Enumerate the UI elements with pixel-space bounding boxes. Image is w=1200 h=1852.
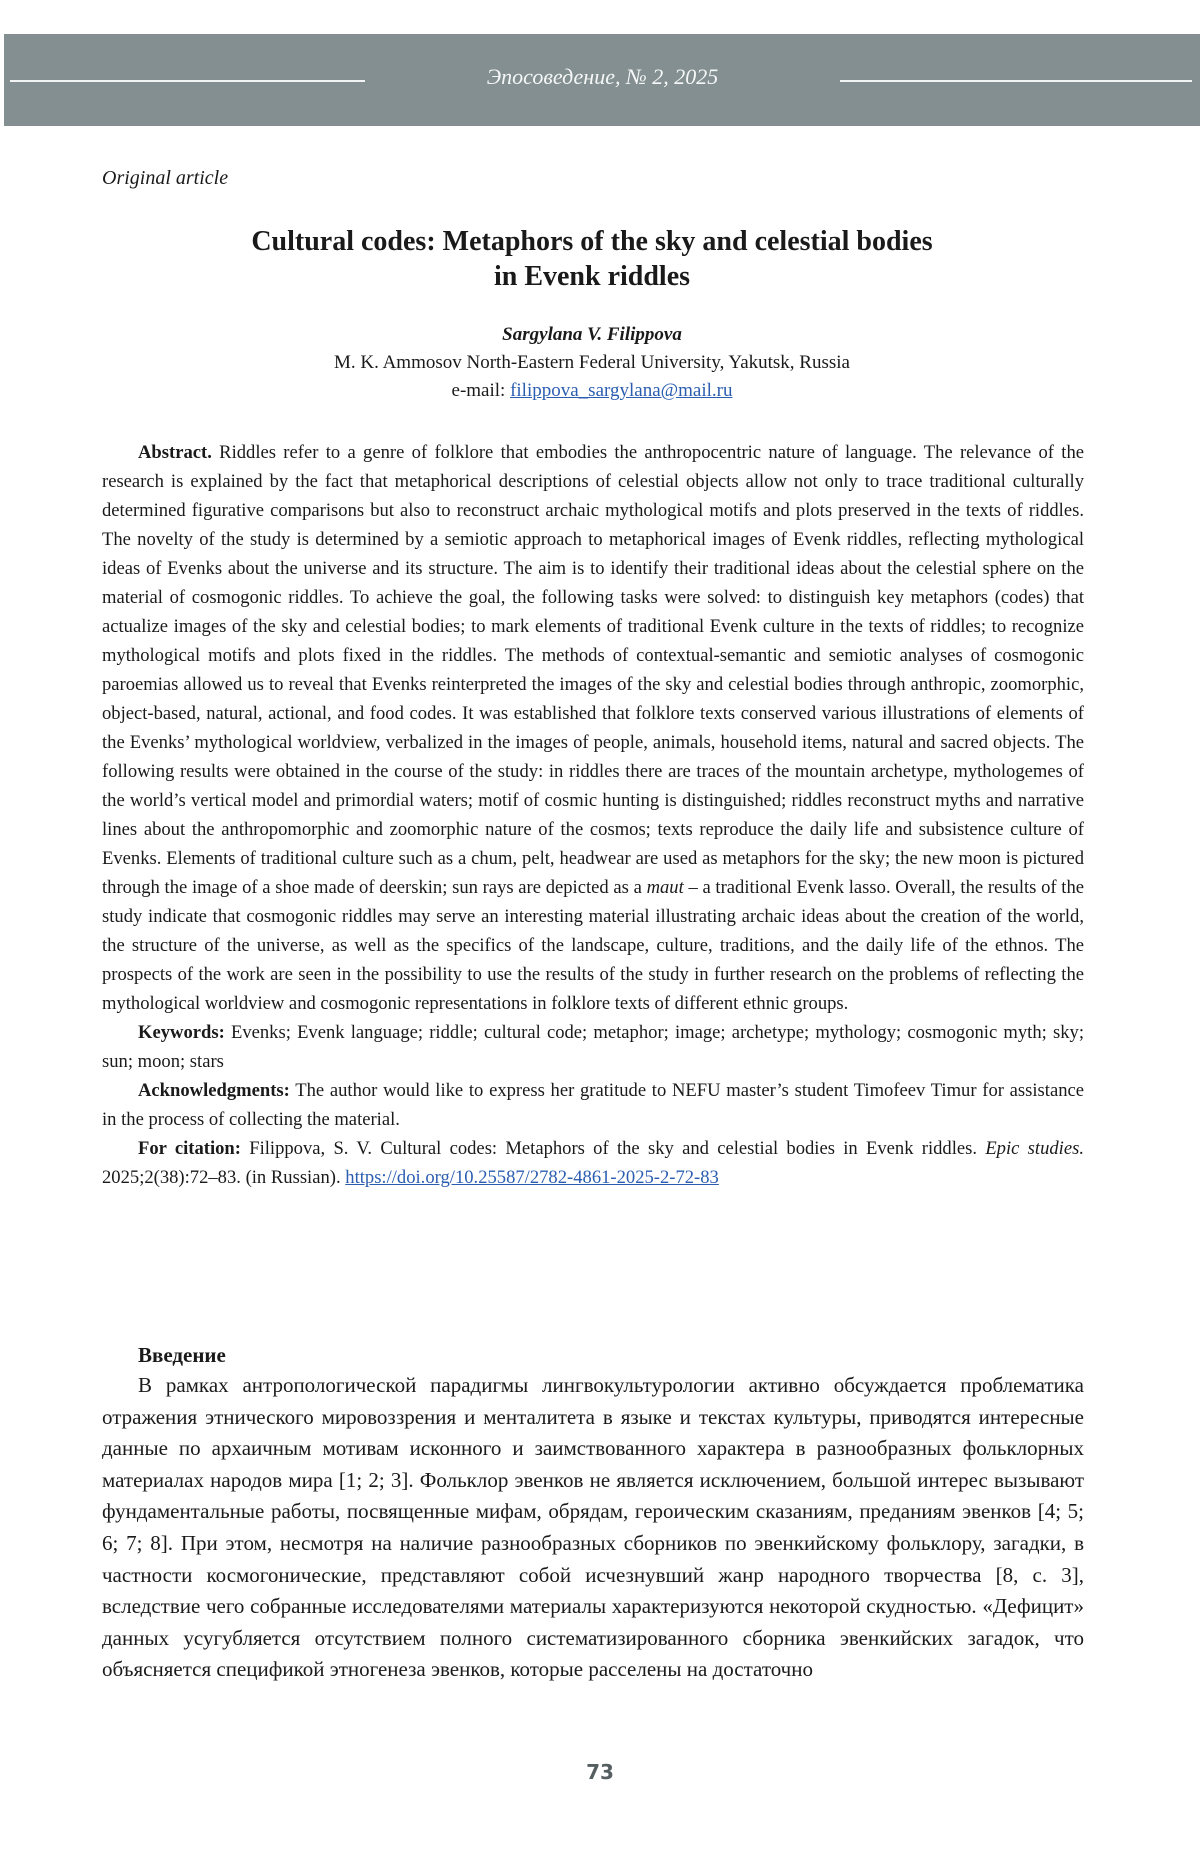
header-rule-right	[840, 80, 1192, 82]
article-title	[102, 224, 1082, 294]
keywords-text: Evenks; Evenk language; riddle; cultural code; metaphor; image; archetype; mythology; cosmogonic myth; sky; sun; moon; stars	[102, 1022, 1084, 1072]
author-affiliation: M. K. Ammosov North-Eastern Federal University, Yakutsk, Russia	[334, 352, 850, 373]
intro-heading: Введение	[138, 1343, 226, 1367]
abstract-section	[102, 438, 1084, 1192]
abstract-term-maut: maut	[646, 877, 684, 898]
acknowledgments-label: Acknowledgments:	[138, 1080, 290, 1101]
citation-label: For citation:	[138, 1138, 241, 1159]
doi-link[interactable]: https://doi.org/10.25587/2782-4861-2025-2-72-83	[345, 1167, 719, 1188]
author-email-line	[102, 380, 1082, 402]
keywords-paragraph	[102, 1018, 1084, 1076]
article-type: Original article	[102, 167, 229, 189]
abstract-paragraph	[102, 438, 1084, 1018]
header-rule-left	[10, 80, 365, 82]
article-title-line-1: Cultural codes: Metaphors of the sky and celestial bodies	[251, 226, 933, 257]
abstract-text-part-2: – a traditional Evenk lasso. Overall, the results of the study indicate that cosmogonic riddles may serve an interesting material illustrating archaic ideas about the creation of the world, the structure of the universe, as well as the specifics of the landscape, culture, traditions, and the daily life of the ethnos. The prospects of the work are seen in the possibility to use the results of the study in further research on the problems of reflecting the mythological worldview and cosmogonic representations in folklore texts of different ethnic groups.	[102, 877, 1085, 1014]
abstract-label: Abstract.	[138, 442, 212, 463]
citation-text: Filippova, S. V. Cultural codes: Metaphors of the sky and celestial bodies in Evenk riddles.	[249, 1138, 978, 1159]
keywords-label: Keywords:	[138, 1022, 225, 1043]
author-name: Sargylana V. Filippova	[502, 324, 682, 345]
intro-paragraph: В рамках антропологической парадигмы лингвокультурологии активно обсуждается проблематика отражения этнического мировоззрения и менталитета в языке и текстах культуры, приводятся интересные данные по архаичным мотивам исконного и заимствованного характера в разнообразных фольклорных материалах народов мира [1; 2; 3]. Фольклор эвенков не является исключением, большой интерес вызывают фундаментальные работы, посвященные мифам, обрядам, героическим сказаниям, преданиям эвенков [4; 5; 6; 7; 8]. При этом, несмотря на наличие разнообразных сборников по эвенкийскому фольклору, загадки, в частности космогонические, представляют собой исчезнувший жанр народного творчества [8, с. 3], вследствие чего собранные исследователями материалы характеризуются некоторой скудностью. «Дефицит» данных усугубляется отсутствием полного систематизированного сборника эвенкийских загадок, что объясняется спецификой этногенеза эвенков, которые расселены на достаточно	[102, 1373, 1084, 1682]
citation-journal: Epic studies.	[985, 1138, 1084, 1159]
journal-title: Эпосоведение, № 2, 2025	[486, 64, 719, 89]
journal-header-band	[4, 34, 1200, 126]
article-title-line-2: in Evenk riddles	[493, 261, 691, 292]
citation-paragraph	[102, 1134, 1084, 1192]
email-link[interactable]: filippova_sargylana@mail.ru	[510, 380, 733, 401]
page-number: 73	[586, 1760, 614, 1784]
email-label: e-mail:	[451, 380, 506, 401]
acknowledgments-paragraph	[102, 1076, 1084, 1134]
acknowledgments-text: The author would like to express her gratitude to NEFU master’s student Timofeev Timur for assistance in the process of collecting the material.	[102, 1080, 1084, 1130]
abstract-text-part-1: Riddles refer to a genre of folklore that embodies the anthropocentric nature of language. The relevance of the research is explained by the fact that metaphorical descriptions of celestial objects allow not only to trace traditional culturally determined figurative comparisons but also to reconstruct archaic mythological motifs and plots preserved in the texts of riddles. The novelty of the study is determined by a semiotic approach to metaphorical images of Evenk riddles, reflecting mythological ideas of Evenks about the universe and its structure. The aim is to identify their traditional ideas about the celestial sphere on the material of cosmogonic riddles. To achieve the goal, the following tasks were solved: to distinguish key metaphors (codes) that actualize images of the sky and celestial bodies; to mark elements of traditional Evenk culture in the texts of riddles; to recognize mythological motifs and plots fixed in the riddles. The methods of contextual-semantic and semiotic analyses of cosmogonic paroemias allowed us to reveal that Evenks reinterpreted the images of the sky and celestial bodies through anthropic, zoomorphic, object-based, natural, actional, and food codes. It was established that folklore texts conserved various illustrations of elements of the Evenks’ mythological worldview, verbalized in the images of people, animals, household items, natural and sacred objects. The following results were obtained in the course of the study: in riddles there are traces of the mountain archetype, mythologemes of the world’s vertical model and primordial waters; motif of cosmic hunting is distinguished; riddles reconstruct myths and narrative lines about the anthropomorphic and zoomorphic nature of the cosmos; texts reproduce the daily life and subsistence culture of Evenks. Elements of traditional culture such as a chum, pelt, headwear are used as metaphors for the sky; the new moon is pictured through the image of a shoe made of deerskin; sun rays are depicted as a	[102, 442, 1084, 898]
citation-details: 2025;2(38):72–83. (in Russian).	[102, 1167, 341, 1188]
